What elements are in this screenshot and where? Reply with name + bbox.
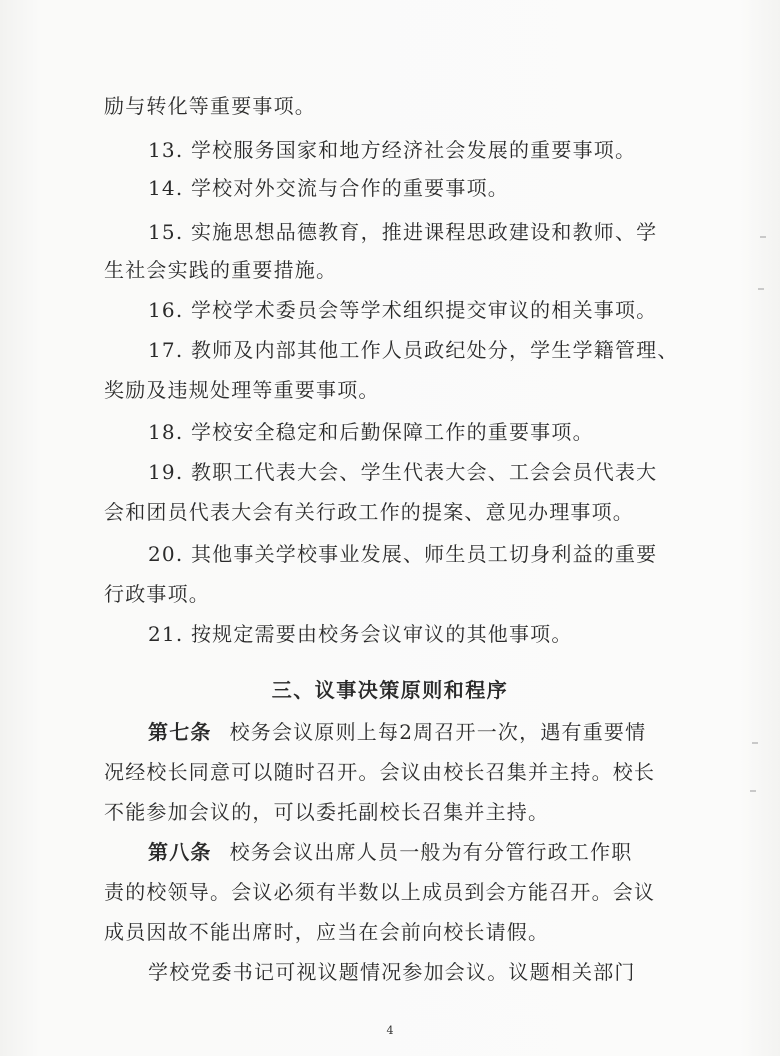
text-line: 生社会实践的重要措施。 xyxy=(104,258,338,282)
item-15: 15. 实施思想品德教育，推进课程思政建设和教师、学 xyxy=(148,220,658,244)
article-7-line-1 xyxy=(148,720,646,744)
item-18: 18. 学校安全稳定和后勤保障工作的重要事项。 xyxy=(148,420,594,444)
item-19: 19. 教职工代表大会、学生代表大会、工会会员代表大 xyxy=(148,460,658,484)
item-14: 14. 学校对外交流与合作的重要事项。 xyxy=(148,176,509,200)
article-8-line-3: 成员因故不能出席时，应当在会前向校长请假。 xyxy=(104,920,550,944)
scan-mark xyxy=(758,288,764,290)
article-7-line-3: 不能参加会议的，可以委托副校长召集并主持。 xyxy=(104,800,550,824)
item-20: 20. 其他事关学校事业发展、师生员工切身利益的重要 xyxy=(148,542,658,566)
article-8-line-1 xyxy=(148,840,632,864)
text-line: 会和团员代表大会有关行政工作的提案、意见办理事项。 xyxy=(104,500,634,524)
item-17: 17. 教师及内部其他工作人员政纪处分，学生学籍管理、 xyxy=(148,338,679,362)
item-13: 13. 学校服务国家和地方经济社会发展的重要事项。 xyxy=(148,138,637,162)
page-number: 4 xyxy=(386,1024,394,1037)
text-line: 奖励及违规处理等重要事项。 xyxy=(104,378,380,402)
scan-mark xyxy=(750,790,756,792)
article-8-text: 校务会议出席人员一般为有分管行政工作职 xyxy=(229,840,633,864)
text-line: 行政事项。 xyxy=(104,582,210,606)
text-line: 励与转化等重要事项。 xyxy=(104,94,316,118)
article-8-line-2: 责的校领导。会议必须有半数以上成员到会方能召开。会议 xyxy=(104,880,656,904)
article-7-text: 校务会议原则上每2周召开一次，遇有重要情 xyxy=(229,720,647,744)
section-heading: 三、议事决策原则和程序 xyxy=(271,678,509,702)
item-21: 21. 按规定需要由校务会议审议的其他事项。 xyxy=(148,622,573,646)
article-8-label: 第八条 xyxy=(148,840,212,864)
article-7-line-2: 况经校长同意可以随时召开。会议由校长召集并主持。校长 xyxy=(104,760,656,784)
scan-mark xyxy=(760,236,766,238)
text-line: 学校党委书记可视议题情况参加会议。议题相关部门 xyxy=(148,960,636,984)
article-7-label: 第七条 xyxy=(148,720,212,744)
scan-mark xyxy=(752,742,758,744)
item-16: 16. 学校学术委员会等学术组织提交审议的相关事项。 xyxy=(148,298,658,322)
